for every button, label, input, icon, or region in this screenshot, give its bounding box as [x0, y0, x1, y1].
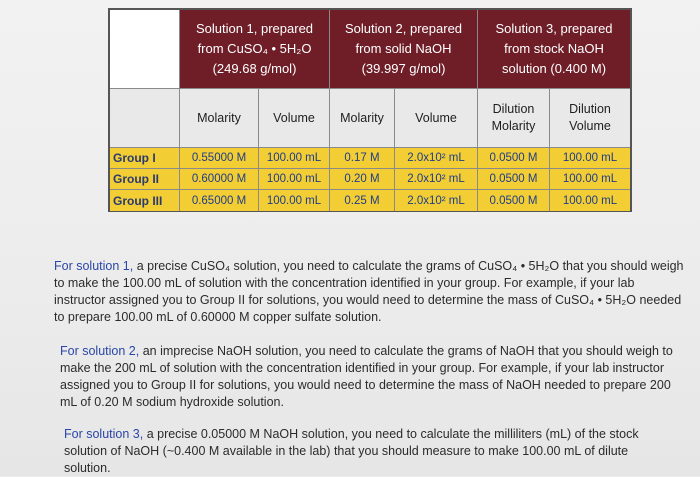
group-label: Group I [110, 148, 180, 169]
subheader-dilution-molarity-line1: Dilution [492, 102, 535, 116]
solution-1-header [180, 10, 330, 89]
solutions-table [108, 8, 632, 212]
table-cell: 100.00 mL [259, 190, 330, 211]
solution-3-header [478, 10, 630, 89]
subheader-volume-1: Volume [273, 110, 315, 125]
table-cell: 0.20 M [330, 169, 395, 190]
table-cell: 0.60000 M [180, 169, 259, 190]
paragraph-lead: For solution 1, [54, 259, 134, 273]
instruction-solution-2 [60, 343, 682, 411]
subheader-cell [330, 89, 395, 148]
subheader-volume-2: Volume [415, 110, 457, 125]
paragraph-body: a precise 0.05000 M NaOH solution, you need to calculate the milliliters (mL) of the stock solution of NaOH (~0.400 M available in the lab) that you should measure to make 100.00 mL of dilute solution. [64, 427, 639, 475]
table-cell: 0.0500 M [478, 148, 550, 169]
table-cell: 2.0x10² mL [395, 190, 478, 211]
table-cell: 0.0500 M [478, 169, 550, 190]
subheader-molarity-1: Molarity [197, 110, 241, 125]
table-row [110, 148, 630, 169]
table-cell: 2.0x10² mL [395, 169, 478, 190]
table-cell: 0.55000 M [180, 148, 259, 169]
table-cell: 100.00 mL [550, 169, 630, 190]
subheader-cell [478, 89, 550, 148]
table-header-row [110, 10, 630, 89]
paragraph-lead: For solution 3, [64, 427, 144, 441]
table-subheader-row [110, 89, 630, 148]
solution-3-concentration: solution (0.400 M) [501, 61, 607, 76]
solution-3-source: from stock NaOH [504, 41, 604, 56]
subheader-blank-cell [110, 89, 180, 148]
subheader-cell [395, 89, 478, 148]
paragraph-body: an imprecise NaOH solution, you need to calculate the grams of NaOH that you should weigh to make the 200 mL of solution with the concentration identified in your group. For example, if your lab instructor assigned you to Group II for solutions, you would need to determine the mass of NaOH needed to prepare 200 mL of 0.20 M sodium hydroxide solution. [60, 344, 673, 409]
instruction-solution-1 [54, 258, 684, 326]
paragraph-lead: For solution 2, [60, 344, 140, 358]
subheader-molarity-2: Molarity [340, 110, 384, 125]
solution-1-source: from CuSO₄ • 5H₂O [197, 41, 312, 56]
subheader-dilution-volume-line1: Dilution [569, 102, 611, 116]
solution-1-molar-mass: (249.68 g/mol) [212, 61, 297, 76]
table-cell: 0.17 M [330, 148, 395, 169]
group-label: Group III [110, 190, 180, 211]
solution-2-title: Solution 2, prepared [344, 21, 463, 36]
table-cell: 0.0500 M [478, 190, 550, 211]
solution-1-title: Solution 1, prepared [195, 21, 314, 36]
solution-3-title: Solution 3, prepared [495, 21, 613, 36]
group-label: Group II [110, 169, 180, 190]
subheader-cell [550, 89, 630, 148]
table-cell: 0.25 M [330, 190, 395, 211]
header-blank-cell [110, 10, 180, 89]
solution-2-source: from solid NaOH [355, 41, 452, 56]
table-cell: 100.00 mL [550, 190, 630, 211]
table-cell: 100.00 mL [550, 148, 630, 169]
table-cell: 2.0x10² mL [395, 148, 478, 169]
table-cell: 0.65000 M [180, 190, 259, 211]
subheader-dilution-volume-line2: Volume [569, 119, 611, 133]
table-cell: 100.00 mL [259, 148, 330, 169]
subheader-dilution-molarity-line2: Molarity [491, 119, 536, 133]
solution-2-molar-mass: (39.997 g/mol) [361, 61, 446, 76]
subheader-cell [259, 89, 330, 148]
subheader-cell [180, 89, 259, 148]
table-row [110, 190, 630, 211]
table-row [110, 169, 630, 190]
table-cell: 100.00 mL [259, 169, 330, 190]
instruction-solution-3 [64, 426, 664, 477]
solution-2-header [330, 10, 478, 89]
paragraph-body: a precise CuSO₄ solution, you need to calculate the grams of CuSO₄ • 5H₂O that you should weigh to make the 100.00 mL of solution with the concentration identified in your group. For example, if your lab instructor assigned you to Group II for solutions, you would need to determine the mass of CuSO₄ • 5H₂O needed to prepare 100.00 mL of 0.60000 M copper sulfate solution. [54, 259, 684, 324]
